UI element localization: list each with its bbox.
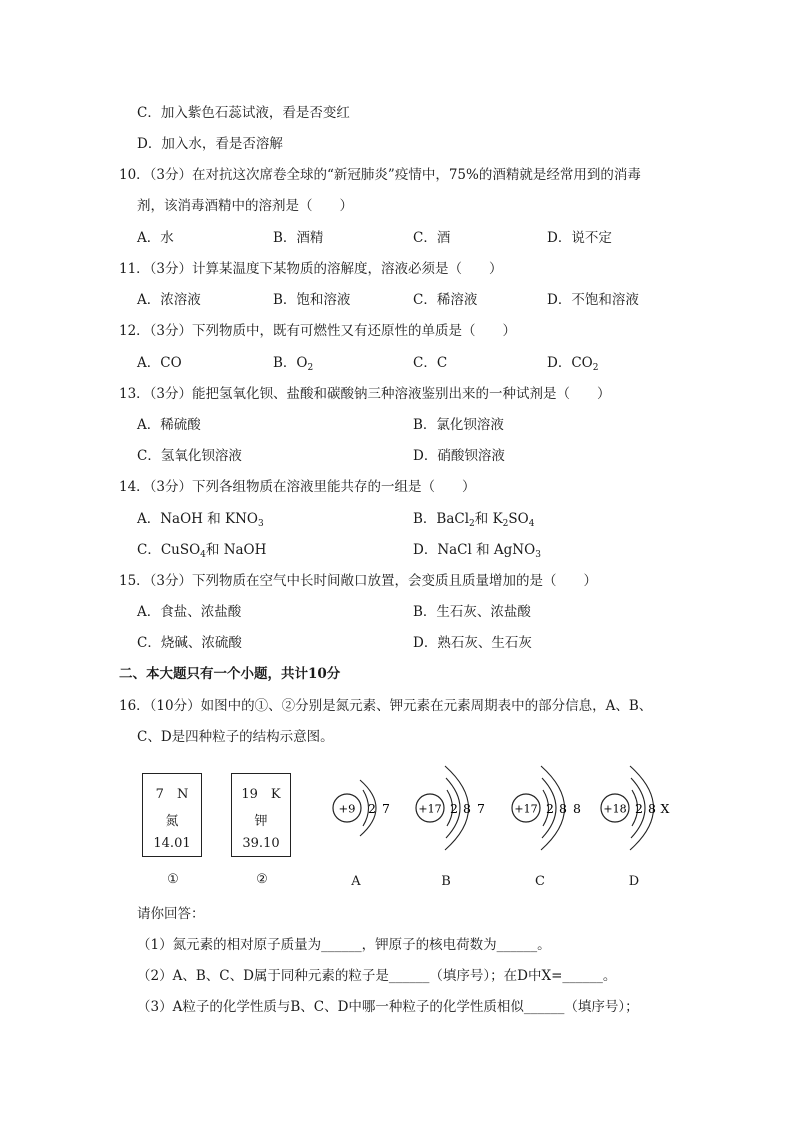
q16-stem-line2: C、D是四种粒子的结构示意图。 bbox=[137, 729, 334, 745]
card-element-name: 氮 bbox=[165, 814, 179, 829]
particle-c-shell-count: 8 bbox=[573, 801, 581, 816]
figure-label-2: ② bbox=[256, 872, 268, 887]
particle-b-shell-count: 8 bbox=[463, 801, 471, 816]
q11-option-c: C．稀溶液 bbox=[413, 292, 478, 308]
q15-option-c: C．烧碱、浓硫酸 bbox=[137, 635, 242, 651]
q12-option-a: A．CO bbox=[137, 355, 182, 371]
q11-stem: 11．（3分）计算某温度下某物质的溶解度，溶液必须是（ ） bbox=[119, 261, 503, 277]
q12-option-c: C．C bbox=[413, 355, 448, 371]
q13-option-d: D．硝酸钡溶液 bbox=[413, 448, 505, 464]
q12-option-d: D．$CO_2$ bbox=[547, 355, 599, 373]
particle-c-diagram bbox=[512, 766, 581, 850]
q16-stem-line1: 16．（10分）如图中的①、②分别是氮元素、钾元素在元素周期表中的部分信息，A、B、 bbox=[119, 698, 653, 714]
particle-d-shell-count: 2 bbox=[635, 801, 643, 816]
q16-prompt: 请你回答： bbox=[137, 906, 205, 922]
particle-c-shell-count: 2 bbox=[546, 801, 554, 816]
particle-a-shell-count: 7 bbox=[382, 801, 390, 816]
q10-option-c: C．酒 bbox=[413, 230, 451, 246]
figure-label-b: B bbox=[441, 874, 451, 889]
q11-option-b: B．饱和溶液 bbox=[273, 292, 351, 308]
q10-option-d: D．说不定 bbox=[547, 230, 612, 246]
q10-option-a: A．水 bbox=[137, 230, 174, 246]
figure-label-a: A bbox=[351, 874, 361, 889]
figure-label-1: ① bbox=[167, 872, 179, 887]
section-heading: 二、本大题只有一个小题，共计10分 bbox=[119, 666, 341, 682]
particle-b-diagram bbox=[416, 766, 485, 850]
q11-option-a: A．浓溶液 bbox=[137, 292, 201, 308]
q16-subquestion-2: （2）A、B、C、D属于同种元素的粒子是______（填序号）；在D中X=______。 bbox=[137, 968, 617, 984]
particle-b-shell-count: 2 bbox=[450, 801, 458, 816]
q13-stem: 13．（3分）能把氢氧化钡、盐酸和碳酸钠三种溶液鉴别出来的一种试剂是（ ） bbox=[119, 386, 611, 402]
particle-d-shell-count: 8 bbox=[648, 801, 656, 816]
q15-option-d: D．熟石灰、生石灰 bbox=[413, 635, 532, 651]
q13-option-c: C．氢氧化钡溶液 bbox=[137, 448, 242, 464]
q14-option-d: D．NaCl 和 AgNO$_3$ bbox=[413, 542, 541, 560]
q15-stem: 15．（3分）下列物质在空气中长时间敞口放置，会变质且质量增加的是（ ） bbox=[119, 573, 598, 589]
particle-d-nucleus-charge: +18 bbox=[603, 802, 627, 816]
q15-option-b: B．生石灰、浓盐酸 bbox=[413, 604, 531, 620]
q10-option-b: B．酒精 bbox=[273, 230, 324, 246]
figure-label-c: C bbox=[535, 874, 545, 889]
q13-option-a: A．稀硫酸 bbox=[137, 417, 201, 433]
particle-c-shell-count: 8 bbox=[559, 801, 567, 816]
card-atomic-mass: 14.01 bbox=[153, 836, 191, 851]
card-atomic-mass: 39.10 bbox=[242, 836, 280, 851]
q12-option-b: B．$O_2$ bbox=[273, 355, 314, 373]
particle-a-shell-count: 2 bbox=[368, 801, 376, 816]
q10-stem-line2: 剂，该消毒酒精中的溶剂是（ ） bbox=[137, 198, 353, 214]
q13-option-b: B．氯化钡溶液 bbox=[413, 417, 504, 433]
q16-subquestion-1: （1）氮元素的相对原子质量为______，钾原子的核电荷数为______。 bbox=[137, 937, 551, 953]
particle-c-nucleus-charge: +17 bbox=[514, 802, 538, 816]
q9-option-c: C．加入紫色石蕊试液，看是否变红 bbox=[137, 105, 350, 121]
q14-option-b: B．BaCl$_2$和 $K_2SO_4$ bbox=[413, 511, 535, 529]
card-number-symbol: 19 K bbox=[241, 787, 281, 802]
q12-stem: 12．（3分）下列物质中，既有可燃性又有还原性的单质是（ ） bbox=[119, 323, 517, 339]
q14-stem: 14．（3分）下列各组物质在溶液里能共存的一组是（ ） bbox=[119, 479, 476, 495]
figure-label-d: D bbox=[628, 874, 640, 889]
q16-subquestion-3: （3）A粒子的化学性质与B、C、D中哪一种粒子的化学性质相似______（填序号）； bbox=[137, 999, 639, 1015]
atomic-structure-diagrams bbox=[0, 760, 794, 880]
particle-a-nucleus-charge: +9 bbox=[338, 801, 356, 816]
particle-a-diagram bbox=[333, 780, 390, 836]
q9-option-d: D．加入水，看是否溶解 bbox=[137, 136, 283, 152]
card-number-symbol: 7 N bbox=[155, 787, 189, 802]
q15-option-a: A．食盐、浓盐酸 bbox=[137, 604, 242, 620]
q14-option-a: A．NaOH 和 $KNO_3$ bbox=[137, 511, 264, 529]
q10-stem-line1: 10．（3分）在对抗这次席卷全球的“新冠肺炎”疫情中，75%的酒精就是经常用到的消毒 bbox=[119, 167, 641, 183]
particle-b-nucleus-charge: +17 bbox=[418, 802, 442, 816]
particle-d-shell-count: X bbox=[660, 801, 670, 816]
particle-b-shell-count: 7 bbox=[477, 801, 485, 816]
card-element-name: 钾 bbox=[254, 814, 268, 829]
particle-d-diagram bbox=[601, 766, 670, 850]
q11-option-d: D．不饱和溶液 bbox=[547, 292, 639, 308]
q14-option-c: C．CuSO$_4$和 NaOH bbox=[137, 542, 267, 560]
